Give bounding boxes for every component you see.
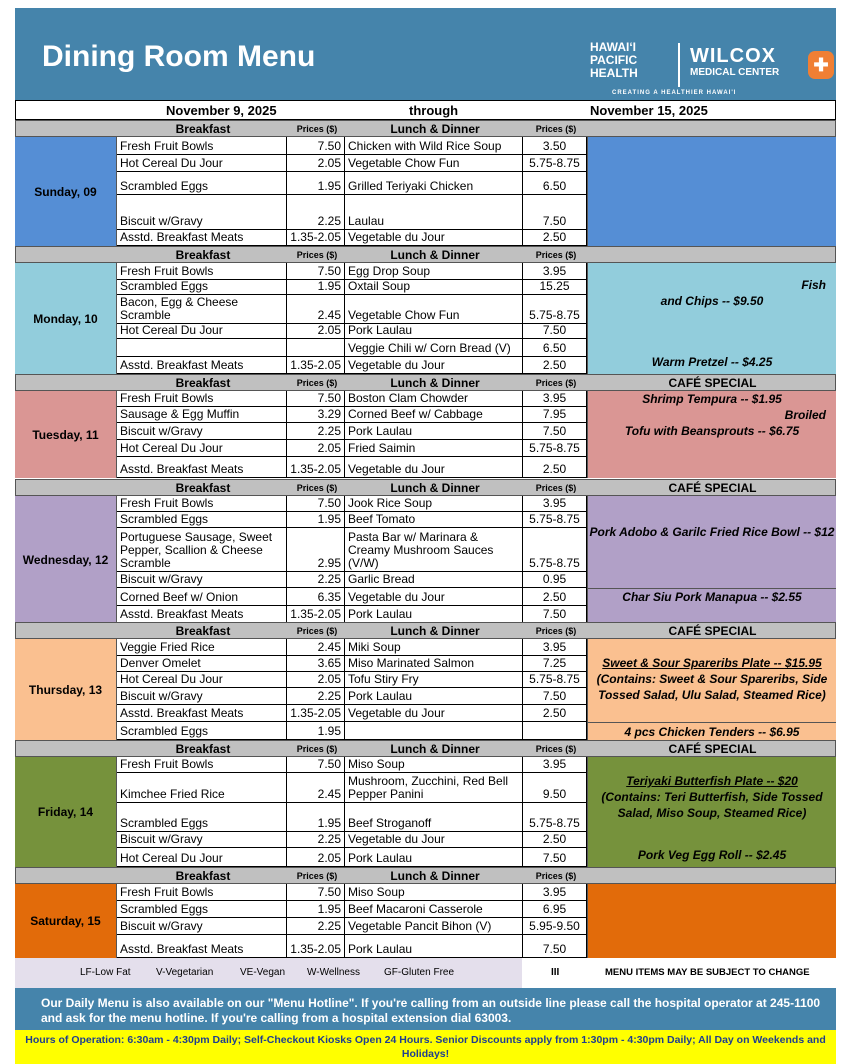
column-header: Breakfast <box>175 248 231 262</box>
lunch-item: Vegetable du Jour <box>345 588 523 605</box>
breakfast-item: Asstd. Breakfast Meats <box>117 357 287 373</box>
table-row <box>117 832 587 848</box>
lunch-item: Mushroom, Zucchini, Red Bell Pepper Panini <box>345 773 523 802</box>
table-row <box>117 773 587 803</box>
cafe-special <box>587 496 836 588</box>
breakfast-item: Hot Cereal Du Jour <box>117 324 287 338</box>
table-row <box>117 155 587 172</box>
lunch-price: 3.95 <box>523 391 587 406</box>
special-line: Shrimp Tempura -- $1.95 <box>642 392 782 406</box>
lunch-price: 7.50 <box>523 848 587 866</box>
lunch-item: Vegetable Chow Fun <box>345 155 523 171</box>
breakfast-item: Asstd. Breakfast Meats <box>117 935 287 957</box>
legend-item: V-Vegetarian <box>156 967 214 978</box>
table-row <box>117 263 587 280</box>
day-label: Friday, 14 <box>15 757 117 867</box>
lunch-item <box>345 722 523 739</box>
special-line: Broiled <box>784 408 826 422</box>
lunch-price: 5.75-8.75 <box>523 672 587 687</box>
date-range <box>15 100 836 120</box>
medical-cross-icon: ✚ <box>808 51 834 79</box>
legend-item: VE-Vegan <box>240 967 286 978</box>
column-header: Prices ($) <box>296 250 338 260</box>
column-header: Prices ($) <box>535 483 577 493</box>
lunch-price: 5.75-8.75 <box>523 803 587 831</box>
table-row <box>117 672 587 688</box>
lunch-item: Corned Beef w/ Cabbage <box>345 407 523 422</box>
day-section-monday <box>15 246 836 374</box>
breakfast-item: Fresh Fruit Bowls <box>117 137 287 154</box>
menu-hotline-info: Our Daily Menu is also available on our "Menu Hotline". If you're calling from an outside line please call the hospital operator at 245-1100 and ask for the menu hotline. If you're calling from a hospital extension dial 63003. <box>15 988 836 1030</box>
breakfast-item: Fresh Fruit Bowls <box>117 263 287 279</box>
table-row <box>117 407 587 423</box>
column-header: Breakfast <box>175 481 231 495</box>
column-header: Prices ($) <box>296 626 338 636</box>
column-header-row <box>15 740 836 757</box>
day-section-saturday <box>15 867 836 958</box>
hours-of-operation: Hours of Operation: 6:30am - 4:30pm Daily; Self-Checkout Kiosks Open 24 Hours. Senior Discounts apply from 1:30pm - 4:30pm Daily; All Day on Weekends and Holidays! <box>15 1030 836 1064</box>
lunch-item: Fried Saimin <box>345 440 523 456</box>
breakfast-price: 1.95 <box>287 901 345 917</box>
column-header: Prices ($) <box>535 744 577 754</box>
table-row <box>117 280 587 295</box>
breakfast-item: Fresh Fruit Bowls <box>117 757 287 772</box>
table-row <box>117 639 587 656</box>
day-label: Thursday, 13 <box>15 639 117 740</box>
breakfast-item: Biscuit w/Gravy <box>117 572 287 587</box>
table-row <box>117 528 587 572</box>
lunch-price: 5.75-8.75 <box>523 295 587 323</box>
logo-org: HAWAIʻI PACIFIC HEALTH <box>590 40 638 80</box>
lunch-item: Beef Macaroni Casserole <box>345 901 523 917</box>
lunch-item: Oxtail Soup <box>345 280 523 294</box>
table-row <box>117 848 587 867</box>
column-header: Prices ($) <box>535 626 577 636</box>
lunch-item: Jook Rice Soup <box>345 496 523 511</box>
breakfast-price: 3.29 <box>287 407 345 422</box>
lunch-price: 2.50 <box>523 705 587 721</box>
table-row <box>117 295 587 324</box>
breakfast-price: 1.95 <box>287 172 345 194</box>
breakfast-price: 1.35-2.05 <box>287 357 345 373</box>
lunch-item: Miso Soup <box>345 884 523 900</box>
lunch-item: Vegetable du Jour <box>345 357 523 373</box>
lunch-item: Pork Laulau <box>345 324 523 338</box>
breakfast-price: 1.35-2.05 <box>287 606 345 622</box>
cafe-special <box>587 757 836 841</box>
cafe-special <box>587 639 836 722</box>
column-header: Prices ($) <box>535 250 577 260</box>
cafe-special <box>587 348 836 374</box>
breakfast-price: 6.35 <box>287 588 345 605</box>
special-line: Pork Adobo & Garilc Fried Rice Bowl -- $12 <box>589 525 835 539</box>
lunch-item: Chicken with Wild Rice Soup <box>345 137 523 154</box>
breakfast-price <box>287 339 345 356</box>
breakfast-item <box>117 339 287 356</box>
table-row <box>117 457 587 478</box>
day-section-thursday <box>15 622 836 740</box>
breakfast-item: Denver Omelet <box>117 656 287 671</box>
lunch-price: 2.50 <box>523 357 587 373</box>
logo-hospital: WILCOX <box>690 45 776 67</box>
lunch-price: 5.75-8.75 <box>523 512 587 527</box>
legend-item: W-Wellness <box>307 967 360 978</box>
breakfast-item: Corned Beef w/ Onion <box>117 588 287 605</box>
breakfast-item: Sausage & Egg Muffin <box>117 407 287 422</box>
table-row <box>117 757 587 773</box>
column-header: Prices ($) <box>535 378 577 388</box>
table-row <box>117 324 587 339</box>
lunch-item: Grilled Teriyaki Chicken <box>345 172 523 194</box>
column-header: Breakfast <box>175 376 231 390</box>
lunch-item: Vegetable du Jour <box>345 457 523 477</box>
lunch-item: Vegetable Pancit Bihon (V) <box>345 918 523 934</box>
table-row <box>117 901 587 918</box>
table-row <box>117 588 587 606</box>
special-line: 4 pcs Chicken Tenders -- $6.95 <box>624 725 800 739</box>
logo-tagline: CREATING A HEALTHIER HAWAI'I <box>612 90 737 96</box>
column-header: Lunch & Dinner <box>390 624 480 638</box>
day-label: Saturday, 15 <box>15 884 117 958</box>
table-row <box>117 803 587 832</box>
legend-mark: III <box>551 967 560 978</box>
breakfast-item: Veggie Fried Rice <box>117 639 287 655</box>
lunch-item: Pork Laulau <box>345 423 523 439</box>
lunch-price: 3.95 <box>523 639 587 655</box>
breakfast-price: 1.35-2.05 <box>287 230 345 245</box>
column-header: Breakfast <box>175 122 231 136</box>
breakfast-price: 1.35-2.05 <box>287 457 345 477</box>
day-section-friday <box>15 740 836 867</box>
breakfast-price: 2.25 <box>287 688 345 704</box>
table-row <box>117 918 587 935</box>
table-row <box>117 440 587 457</box>
breakfast-item: Hot Cereal Du Jour <box>117 848 287 866</box>
breakfast-item: Scrambled Eggs <box>117 172 287 194</box>
breakfast-item: Fresh Fruit Bowls <box>117 884 287 900</box>
breakfast-price: 1.95 <box>287 803 345 831</box>
cafe-special <box>587 841 836 867</box>
table-row <box>117 606 587 623</box>
breakfast-item: Biscuit w/Gravy <box>117 195 287 229</box>
lunch-item: Pork Laulau <box>345 935 523 957</box>
breakfast-item: Portuguese Sausage, Sweet Pepper, Scallion & Cheese Scramble <box>117 528 287 571</box>
column-header-row <box>15 867 836 884</box>
breakfast-item: Biscuit w/Gravy <box>117 918 287 934</box>
breakfast-price: 1.95 <box>287 280 345 294</box>
breakfast-item: Fresh Fruit Bowls <box>117 496 287 511</box>
lunch-item: Veggie Chili w/ Corn Bread (V) <box>345 339 523 356</box>
lunch-item: Vegetable du Jour <box>345 832 523 847</box>
column-header: Breakfast <box>175 742 231 756</box>
lunch-price: 7.25 <box>523 656 587 671</box>
table-row <box>117 357 587 374</box>
breakfast-price: 1.95 <box>287 512 345 527</box>
cafe-special <box>587 263 836 348</box>
breakfast-item: Asstd. Breakfast Meats <box>117 230 287 245</box>
breakfast-price: 1.95 <box>287 722 345 739</box>
cafe-special <box>587 588 836 623</box>
table-row <box>117 391 587 407</box>
lunch-item: Egg Drop Soup <box>345 263 523 279</box>
lunch-price: 15.25 <box>523 280 587 294</box>
day-section-sunday <box>15 120 836 246</box>
lunch-price: 7.50 <box>523 606 587 622</box>
column-header: Lunch & Dinner <box>390 122 480 136</box>
day-label: Sunday, 09 <box>15 137 117 246</box>
cafe-special <box>587 137 836 246</box>
logo-divider <box>678 43 680 87</box>
column-header-row <box>15 246 836 263</box>
breakfast-item: Scrambled Eggs <box>117 722 287 739</box>
table-row <box>117 496 587 512</box>
table-row <box>117 935 587 958</box>
lunch-price: 5.95-9.50 <box>523 918 587 934</box>
breakfast-item: Scrambled Eggs <box>117 901 287 917</box>
column-header: Prices ($) <box>296 378 338 388</box>
breakfast-price: 2.25 <box>287 195 345 229</box>
column-header-row <box>15 479 836 496</box>
special-line: Fish <box>801 278 826 292</box>
breakfast-price: 7.50 <box>287 884 345 900</box>
day-label: Monday, 10 <box>15 263 117 374</box>
breakfast-item: Asstd. Breakfast Meats <box>117 705 287 721</box>
breakfast-price: 2.05 <box>287 324 345 338</box>
table-row <box>117 656 587 672</box>
change-notice: MENU ITEMS MAY BE SUBJECT TO CHANGE <box>605 967 810 978</box>
breakfast-item: Scrambled Eggs <box>117 280 287 294</box>
lunch-price: 5.75-8.75 <box>523 440 587 456</box>
lunch-price: 7.95 <box>523 407 587 422</box>
table-row <box>117 172 587 195</box>
lunch-item: Laulau <box>345 195 523 229</box>
column-header: Breakfast <box>175 624 231 638</box>
breakfast-price: 7.50 <box>287 496 345 511</box>
special-line: Warm Pretzel -- $4.25 <box>651 355 773 369</box>
table-row <box>117 688 587 705</box>
breakfast-price: 2.45 <box>287 295 345 323</box>
special-line: Sweet & Sour Spareribs Plate -- $15.95 <box>602 656 822 670</box>
table-row <box>117 423 587 440</box>
lunch-item: Miki Soup <box>345 639 523 655</box>
table-row <box>117 705 587 722</box>
lunch-price: 3.95 <box>523 884 587 900</box>
breakfast-price: 7.50 <box>287 391 345 406</box>
table-row <box>117 339 587 357</box>
breakfast-item: Biscuit w/Gravy <box>117 832 287 847</box>
breakfast-item: Asstd. Breakfast Meats <box>117 457 287 477</box>
breakfast-price: 2.25 <box>287 918 345 934</box>
lunch-item: Miso Soup <box>345 757 523 772</box>
day-label: Tuesday, 11 <box>15 391 117 478</box>
day-section-tuesday <box>15 374 836 478</box>
legend-item: GF-Gluten Free <box>384 967 455 978</box>
breakfast-item: Scrambled Eggs <box>117 803 287 831</box>
special-line: Char Siu Pork Manapua -- $2.55 <box>622 590 802 604</box>
breakfast-item: Kimchee Fried Rice <box>117 773 287 802</box>
breakfast-price: 2.25 <box>287 832 345 847</box>
lunch-item: Pasta Bar w/ Marinara & Creamy Mushroom Sauces (V/W) <box>345 528 523 571</box>
table-row <box>117 572 587 588</box>
cafe-special <box>587 391 836 478</box>
breakfast-item: Bacon, Egg & Cheese Scramble <box>117 295 287 323</box>
lunch-price: 7.50 <box>523 423 587 439</box>
column-header-row <box>15 374 836 391</box>
end-date: November 15, 2025 <box>590 103 708 118</box>
lunch-item: Garlic Bread <box>345 572 523 587</box>
column-header: Lunch & Dinner <box>390 376 480 390</box>
special-line: (Contains: Teri Butterfish, Side Tossed Salad, Miso Soup, Steamed Rice) <box>601 790 823 820</box>
cafe-special <box>587 722 836 740</box>
lunch-price: 6.95 <box>523 901 587 917</box>
lunch-price: 2.50 <box>523 230 587 245</box>
lunch-item: Vegetable du Jour <box>345 230 523 245</box>
breakfast-price: 2.45 <box>287 773 345 802</box>
table-row <box>117 722 587 740</box>
lunch-item: Pork Laulau <box>345 848 523 866</box>
lunch-price: 5.75-8.75 <box>523 155 587 171</box>
column-header: Prices ($) <box>296 124 338 134</box>
lunch-price: 0.95 <box>523 572 587 587</box>
breakfast-price: 2.05 <box>287 672 345 687</box>
breakfast-price: 2.05 <box>287 848 345 866</box>
lunch-item: Beef Tomato <box>345 512 523 527</box>
special-line: Teriyaki Butterfish Plate -- $20 <box>626 774 798 788</box>
lunch-price: 9.50 <box>523 773 587 802</box>
lunch-price: 3.50 <box>523 137 587 154</box>
special-line: Tofu with Beansprouts -- $6.75 <box>624 424 800 438</box>
lunch-price: 6.50 <box>523 339 587 356</box>
lunch-item: Vegetable Chow Fun <box>345 295 523 323</box>
breakfast-price: 7.50 <box>287 263 345 279</box>
breakfast-item: Biscuit w/Gravy <box>117 688 287 704</box>
special-header: CAFÉ SPECIAL <box>668 624 757 638</box>
special-header: CAFÉ SPECIAL <box>668 481 757 495</box>
special-line: and Chips -- $9.50 <box>660 294 764 308</box>
logo-hospital-sub: MEDICAL CENTER <box>690 67 780 78</box>
lunch-item: Miso Marinated Salmon <box>345 656 523 671</box>
breakfast-item: Biscuit w/Gravy <box>117 423 287 439</box>
title-banner <box>15 8 836 100</box>
column-header: Breakfast <box>175 869 231 883</box>
breakfast-price: 1.35-2.05 <box>287 705 345 721</box>
breakfast-price: 1.35-2.05 <box>287 935 345 957</box>
special-line: (Contains: Sweet & Sour Spareribs, Side Tossed Salad, Ulu Salad, Steamed Rice) <box>596 672 828 702</box>
legend <box>15 958 836 988</box>
hospital-logo <box>590 41 830 101</box>
breakfast-price: 7.50 <box>287 757 345 772</box>
breakfast-price: 7.50 <box>287 137 345 154</box>
lunch-item: Beef Stroganoff <box>345 803 523 831</box>
lunch-price <box>523 722 587 739</box>
table-row <box>117 230 587 246</box>
column-header: Lunch & Dinner <box>390 742 480 756</box>
breakfast-item: Asstd. Breakfast Meats <box>117 606 287 622</box>
column-header: Prices ($) <box>296 744 338 754</box>
lunch-price: 3.95 <box>523 496 587 511</box>
lunch-price: 7.50 <box>523 324 587 338</box>
lunch-price: 2.50 <box>523 588 587 605</box>
legend-item: LF-Low Fat <box>80 967 131 978</box>
column-header: Lunch & Dinner <box>390 481 480 495</box>
breakfast-price: 3.65 <box>287 656 345 671</box>
lunch-price: 3.95 <box>523 263 587 279</box>
breakfast-item: Hot Cereal Du Jour <box>117 672 287 687</box>
lunch-price: 7.50 <box>523 935 587 957</box>
table-row <box>117 137 587 155</box>
lunch-item: Vegetable du Jour <box>345 705 523 721</box>
breakfast-item: Fresh Fruit Bowls <box>117 391 287 406</box>
breakfast-price: 2.25 <box>287 423 345 439</box>
lunch-item: Tofu Stiry Fry <box>345 672 523 687</box>
column-header: Lunch & Dinner <box>390 248 480 262</box>
column-header: Prices ($) <box>535 871 577 881</box>
lunch-price: 2.50 <box>523 832 587 847</box>
special-line: Pork Veg Egg Roll -- $2.45 <box>637 848 787 862</box>
breakfast-item: Hot Cereal Du Jour <box>117 440 287 456</box>
special-header: CAFÉ SPECIAL <box>668 376 757 390</box>
column-header: Prices ($) <box>296 483 338 493</box>
table-row <box>117 195 587 230</box>
column-header: Prices ($) <box>535 124 577 134</box>
lunch-price: 2.50 <box>523 457 587 477</box>
column-header: Prices ($) <box>296 871 338 881</box>
special-header: CAFÉ SPECIAL <box>668 742 757 756</box>
cafe-special <box>587 884 836 958</box>
breakfast-price: 2.45 <box>287 639 345 655</box>
breakfast-price: 2.05 <box>287 440 345 456</box>
breakfast-item: Scrambled Eggs <box>117 512 287 527</box>
day-label: Wednesday, 12 <box>15 496 117 623</box>
breakfast-price: 2.95 <box>287 528 345 571</box>
lunch-item: Pork Laulau <box>345 688 523 704</box>
breakfast-price: 2.25 <box>287 572 345 587</box>
through-label: through <box>409 103 459 118</box>
column-header-row <box>15 120 836 137</box>
breakfast-item: Hot Cereal Du Jour <box>117 155 287 171</box>
day-section-wednesday <box>15 479 836 623</box>
lunch-price: 6.50 <box>523 172 587 194</box>
lunch-price: 3.95 <box>523 757 587 772</box>
column-header: Lunch & Dinner <box>390 869 480 883</box>
lunch-price: 7.50 <box>523 195 587 229</box>
lunch-price: 5.75-8.75 <box>523 528 587 571</box>
page-title: Dining Room Menu <box>42 40 316 73</box>
lunch-price: 7.50 <box>523 688 587 704</box>
column-header-row <box>15 622 836 639</box>
table-row <box>117 512 587 528</box>
table-row <box>117 884 587 901</box>
lunch-item: Boston Clam Chowder <box>345 391 523 406</box>
lunch-item: Pork Laulau <box>345 606 523 622</box>
start-date: November 9, 2025 <box>166 103 277 118</box>
breakfast-price: 2.05 <box>287 155 345 171</box>
